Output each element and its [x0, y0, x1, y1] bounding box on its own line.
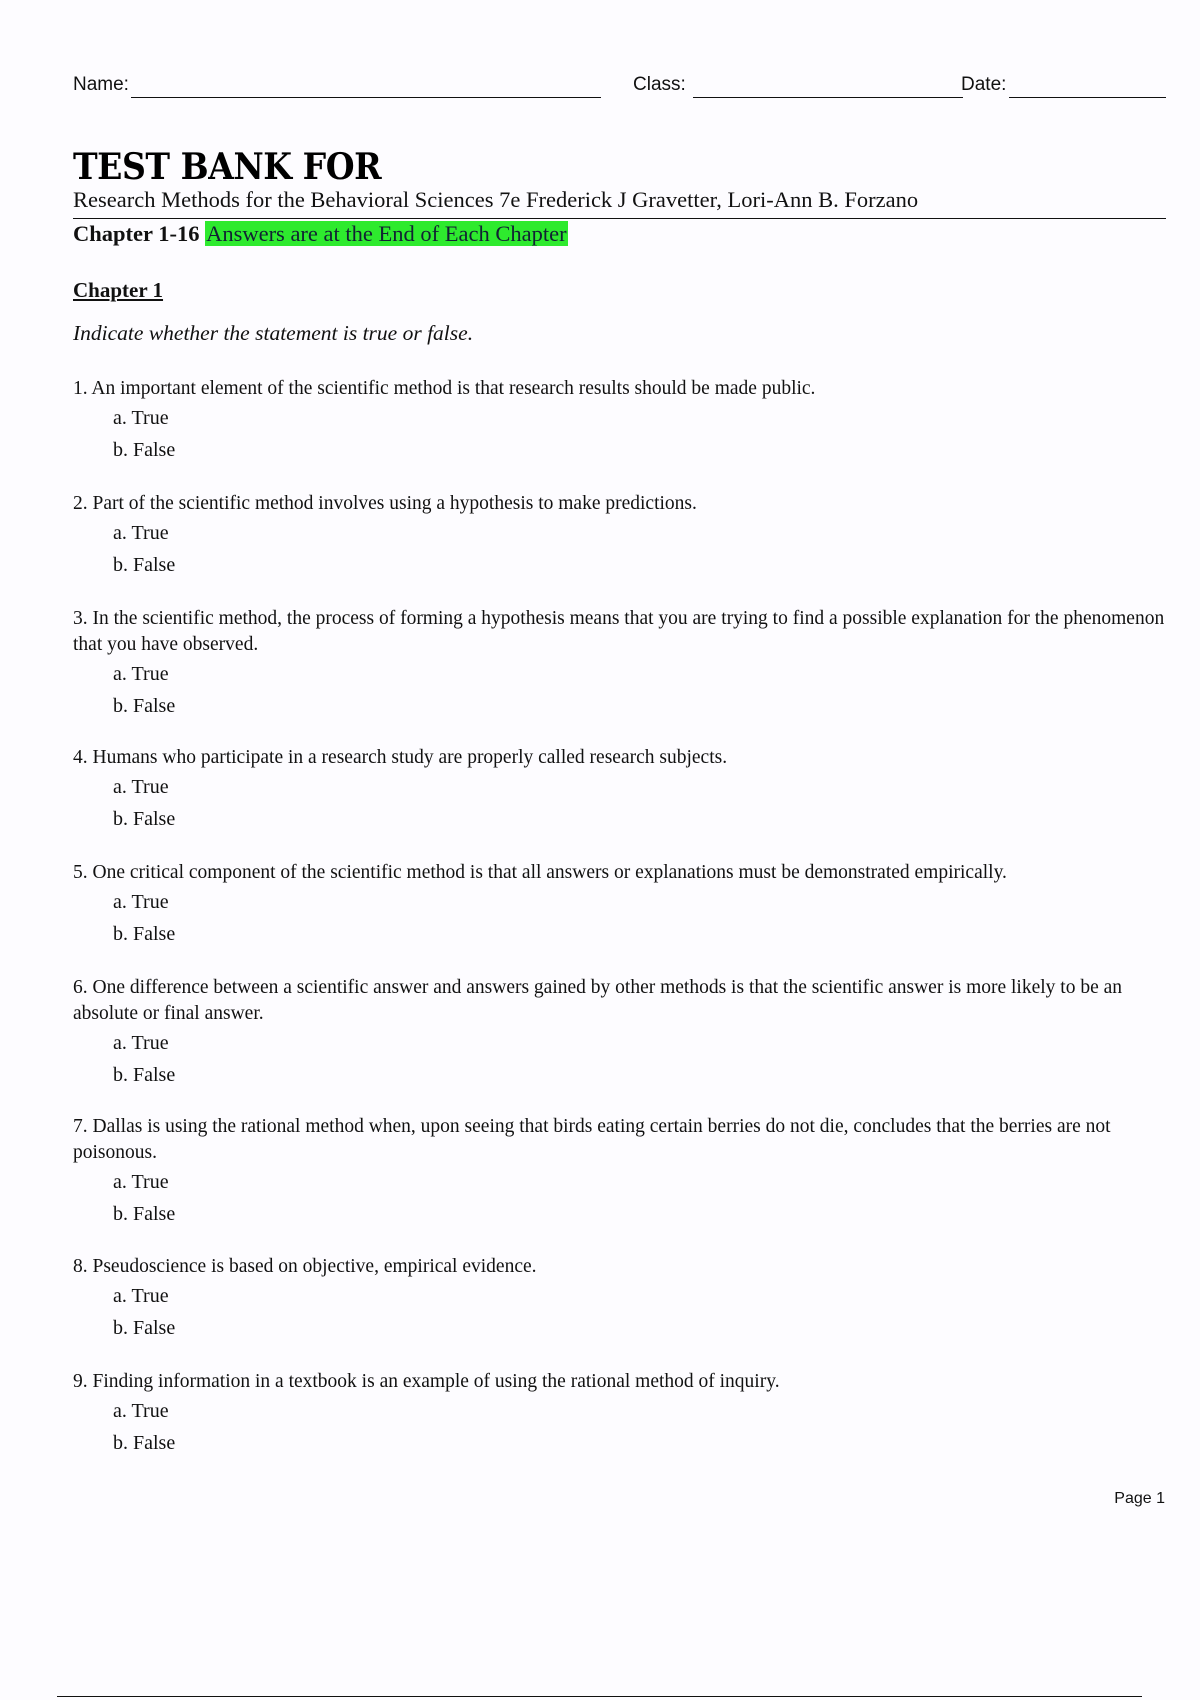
question-stem: 6. One difference between a scientific answer and answers gained by other methods is that the scientific answer is more likely to be an absolute or final answer.: [73, 977, 1123, 1024]
option-false[interactable]: b. False: [113, 695, 176, 717]
name-field[interactable]: [131, 97, 601, 98]
class-label: Class:: [633, 74, 686, 95]
question-stem: 3. In the scientific method, the process of forming a hypothesis means that you are trying to find a possible explanation for the phenomenon that you have observed.: [73, 608, 1165, 655]
title-divider: [73, 218, 1166, 219]
option-true[interactable]: a. True: [113, 522, 169, 544]
option-true[interactable]: a. True: [113, 407, 169, 429]
question-stem: 2. Part of the scientific method involves using a hypothesis to make predictions.: [73, 493, 697, 514]
option-false[interactable]: b. False: [113, 1064, 176, 1086]
date-label: Date:: [961, 74, 1007, 95]
date-field[interactable]: [1009, 97, 1166, 98]
question: [73, 491, 1168, 581]
question: [73, 975, 1168, 1091]
option-true[interactable]: a. True: [113, 1032, 169, 1054]
option-false[interactable]: b. False: [113, 554, 176, 576]
answers-note: Answers are at the End of Each Chapter: [206, 221, 567, 246]
option-true[interactable]: a. True: [113, 1400, 169, 1422]
option-true[interactable]: a. True: [113, 1171, 169, 1193]
chapter-range: [73, 221, 568, 247]
option-false[interactable]: b. False: [113, 1203, 176, 1225]
question: [73, 1114, 1168, 1230]
chapter-range-label: Chapter 1-16: [73, 221, 200, 246]
question-stem: 7. Dallas is using the rational method when, upon seeing that birds eating certain berries do not die, concludes that the berries are not poisonous.: [73, 1116, 1111, 1163]
header-fields: [73, 70, 1165, 100]
question-stem: 5. One critical component of the scientific method is that all answers or explanations must be demonstrated empirically.: [73, 862, 1007, 883]
option-false[interactable]: b. False: [113, 439, 176, 461]
question: [73, 376, 1168, 466]
question-stem: 9. Finding information in a textbook is an example of using the rational method of inquiry.: [73, 1371, 780, 1392]
question: [73, 1254, 1168, 1344]
name-label: Name:: [73, 74, 129, 95]
page-number: Page 1: [1114, 1490, 1165, 1507]
option-false[interactable]: b. False: [113, 923, 176, 945]
option-false[interactable]: b. False: [113, 1432, 176, 1454]
book-subtitle: Research Methods for the Behavioral Sciences 7e Frederick J Gravetter, Lori-Ann B. Forzano: [73, 187, 919, 212]
question: [73, 860, 1168, 950]
chapter-heading: Chapter 1: [73, 278, 164, 302]
instruction-text: Indicate whether the statement is true or false.: [73, 321, 474, 345]
option-true[interactable]: a. True: [113, 663, 169, 685]
question: [73, 1369, 1168, 1459]
question-stem: 8. Pseudoscience is based on objective, empirical evidence.: [73, 1256, 537, 1277]
question: [73, 606, 1168, 722]
footer-divider: [57, 1696, 1142, 1697]
question: [73, 745, 1168, 835]
option-true[interactable]: a. True: [113, 1285, 169, 1307]
option-true[interactable]: a. True: [113, 891, 169, 913]
option-true[interactable]: a. True: [113, 776, 169, 798]
option-false[interactable]: b. False: [113, 808, 176, 830]
question-stem: 1. An important element of the scientific method is that research results should be made public.: [73, 378, 816, 399]
class-field[interactable]: [693, 97, 963, 98]
question-stem: 4. Humans who participate in a research study are properly called research subjects.: [73, 747, 728, 768]
option-false[interactable]: b. False: [113, 1317, 176, 1339]
page-title: TEST BANK FOR: [73, 146, 382, 188]
